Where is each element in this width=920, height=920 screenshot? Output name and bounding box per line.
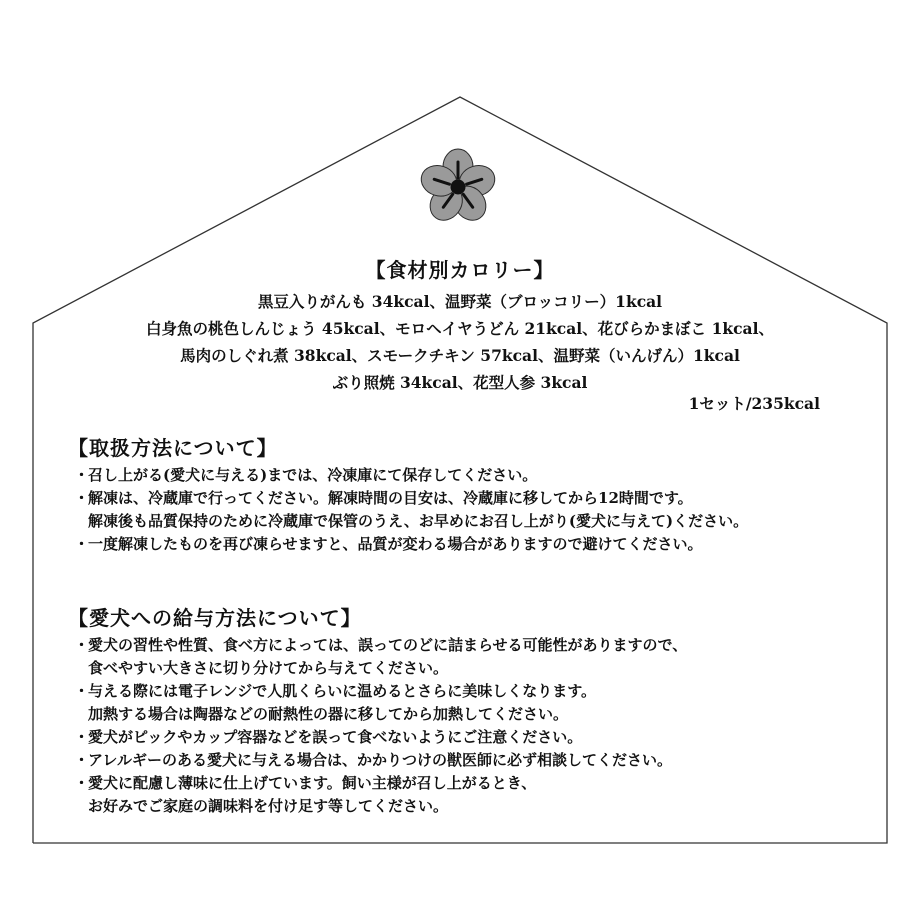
list-item-text: 解凍は、冷蔵庫で行ってください。解凍時間の目安は、冷蔵庫に移してから12時間です。	[88, 489, 693, 507]
list-item-text: 愛犬に配慮し薄味に仕上げています。飼い主様が召し上がるとき、	[88, 774, 537, 792]
flower-icon	[417, 149, 499, 227]
calorie-lines	[0, 288, 920, 396]
bullet-mark: ・	[74, 535, 90, 553]
list-item-text: 解凍後も品質保持のために冷蔵庫で保管のうえ、お早めにお召し上がり(愛犬に与えて)ください。	[88, 512, 749, 530]
bullet-mark: ・	[74, 636, 90, 654]
handling-section-title: 【取扱方法について】	[68, 436, 278, 460]
list-item	[74, 772, 687, 818]
list-item-text: 与える際には電子レンジで人肌くらいに温めるとさらに美味しくなります。	[88, 682, 597, 700]
list-item-text: お好みでご家庭の調味料を付け足す等してください。	[88, 797, 449, 815]
list-item-text: アレルギーのある愛犬に与える場合は、かかりつけの獣医師に必ず相談してください。	[88, 751, 673, 769]
calorie-line: 黒豆入りがんも 34kcal、温野菜（ブロッコリー）1kcal	[257, 292, 663, 311]
list-item	[74, 533, 748, 556]
calorie-line: ぶり照焼 34kcal、花型人参 3kcal	[332, 373, 588, 392]
list-item-text: 一度解凍したものを再び凍らせますと、品質が変わる場合がありますので避けてください。	[88, 535, 703, 553]
list-item	[74, 634, 687, 680]
list-item	[74, 487, 748, 533]
list-item-text: 召し上がる(愛犬に与える)までは、冷凍庫にて保存してください。	[88, 466, 538, 484]
feeding-section-title: 【愛犬への給与方法について】	[68, 606, 362, 630]
bullet-mark: ・	[74, 751, 90, 769]
calorie-line: 馬肉のしぐれ煮 38kcal、スモークチキン 57kcal、温野菜（いんげん）1kcal	[180, 346, 740, 365]
feeding-list	[74, 634, 687, 818]
bullet-mark: ・	[74, 466, 90, 484]
list-item	[74, 749, 687, 772]
flower-center	[451, 180, 466, 195]
list-item-text: 食べやすい大きさに切り分けてから与えてください。	[88, 659, 449, 677]
calorie-total: 1セット/235kcal	[688, 394, 820, 413]
bullet-mark: ・	[74, 728, 90, 746]
calorie-line: 白身魚の桃色しんじょう 45kcal、モロヘイヤうどん 21kcal、花びらかまぼこ 1kcal、	[146, 319, 774, 338]
list-item	[74, 726, 687, 749]
list-item-text: 愛犬がピックやカップ容器などを誤って食べないようにご注意ください。	[88, 728, 583, 746]
handling-list	[74, 464, 748, 556]
list-item-text: 愛犬の習性や性質、食べ方によっては、誤ってのどに詰まらせる可能性がありますので、	[88, 636, 688, 654]
bullet-mark: ・	[74, 489, 90, 507]
bullet-mark: ・	[74, 682, 90, 700]
calorie-section-title: 【食材別カロリー】	[365, 258, 555, 282]
list-item-text: 加熱する場合は陶器などの耐熱性の器に移してから加熱してください。	[88, 705, 569, 723]
bullet-mark: ・	[74, 774, 90, 792]
list-item	[74, 464, 748, 487]
list-item	[74, 680, 687, 726]
